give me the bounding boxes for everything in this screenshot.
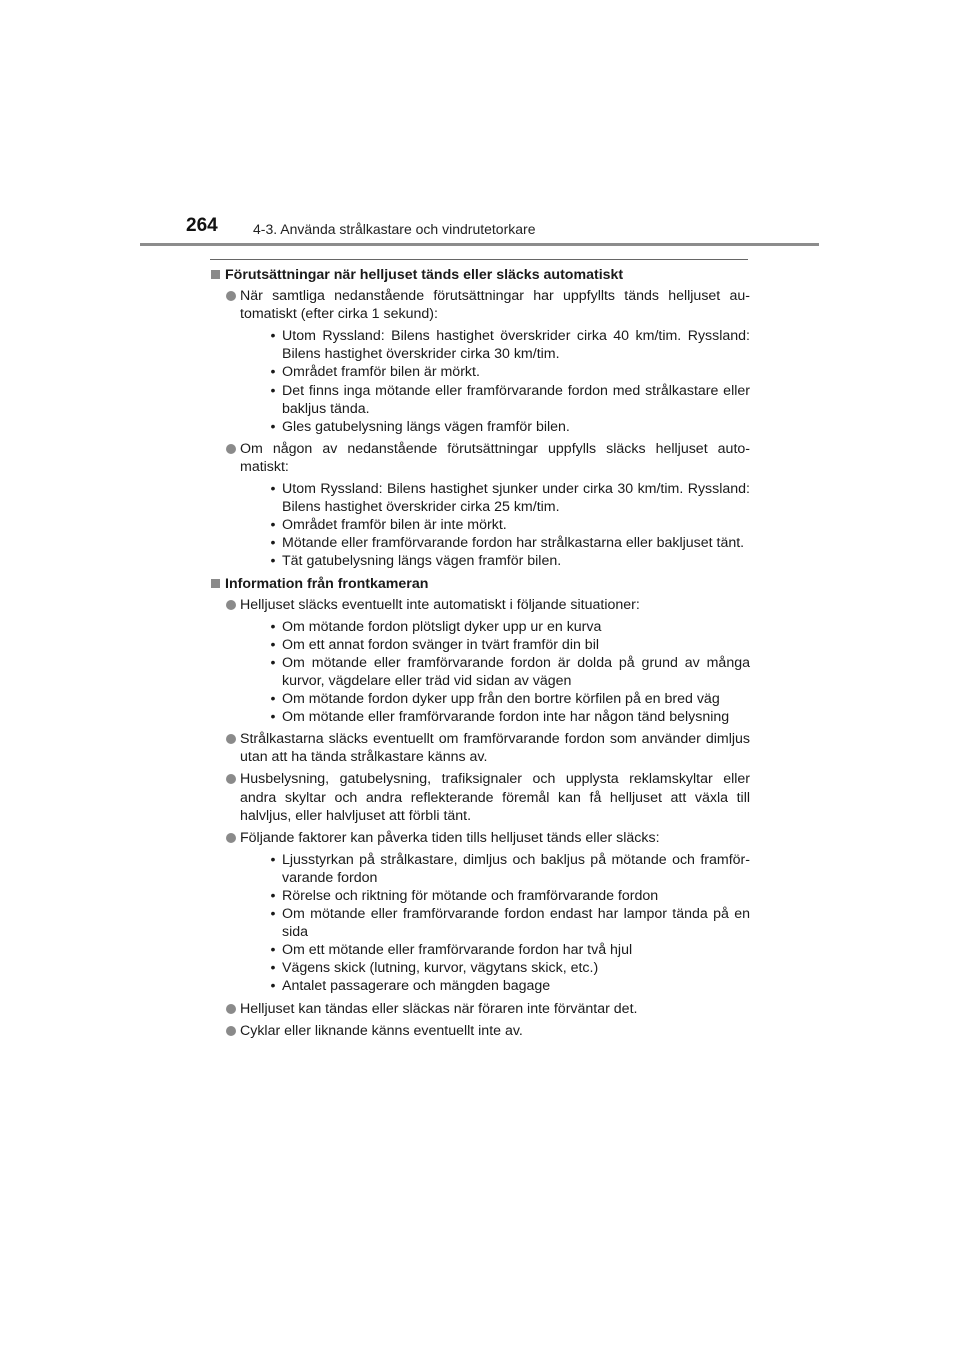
sub-item-text: Rörelse och riktning för mötande och framförvarande fordon xyxy=(282,888,659,904)
dot-bullet-icon xyxy=(268,516,278,534)
circle-bullet-icon xyxy=(226,774,236,784)
sub-item-text: Om mötande eller framförvarande fordon är dolda på grund av många kurvor, vägdelare eller träd vid sidan av vägen xyxy=(282,654,750,689)
sub-item-text: Området framför bilen är inte mörkt. xyxy=(282,517,507,534)
dot-bullet-icon xyxy=(268,327,278,345)
sub-list xyxy=(240,327,750,436)
bullet-text: Helljuset kan tändas eller släckas när föraren inte förväntar det. xyxy=(240,1000,638,1017)
dot-bullet-icon xyxy=(268,690,278,708)
sub-item xyxy=(240,618,750,636)
bullet-text: Husbelysning, gatubelysning, trafiksignaler och upplysta reklamskyltar eller andra skyltar och andra reflekterande föremål kan få helljuset att växla till halvljus, eller halvljuset att förbli tänt. xyxy=(240,771,750,824)
sub-item xyxy=(240,363,750,381)
section-heading-text: Information från frontkameran xyxy=(225,575,429,592)
sub-item xyxy=(240,959,750,977)
sub-item-text: Mötande eller framförvarande fordon har strålkastarna eller bakljuset tänt. xyxy=(282,535,745,552)
section-rule xyxy=(210,259,748,260)
dot-bullet-icon xyxy=(268,959,278,977)
sub-item xyxy=(240,941,750,959)
dot-bullet-icon xyxy=(268,552,278,570)
bullet-text: Följande faktorer kan påverka tiden tills helljuset tänds eller släcks: xyxy=(240,829,660,846)
circle-bullet-icon xyxy=(226,1004,236,1014)
dot-bullet-icon xyxy=(268,480,278,498)
bullet-text: Cyklar eller liknande känns eventuellt inte av. xyxy=(240,1022,523,1039)
sub-item-text: Om ett annat fordon svänger in tvärt framför din bil xyxy=(282,636,600,653)
dot-bullet-icon xyxy=(268,887,278,905)
page-number: 264 xyxy=(186,215,218,236)
sub-item-text: Utom Ryssland: Bilens hastighet överskrider cirka 40 km/tim. Ryssland: Bilens hastighet överskrider cirka 30 km/tim. xyxy=(282,328,750,363)
section-heading-text: Förutsättningar när helljuset tänds eller släcks automatiskt xyxy=(225,267,624,283)
sub-item xyxy=(240,534,750,552)
sub-item xyxy=(240,708,750,726)
sub-list xyxy=(240,480,750,570)
circle-bullet-icon xyxy=(226,600,236,610)
sub-item xyxy=(240,636,750,654)
sub-item-text: Vägens skick (lutning, kurvor, vägytans skick, etc.) xyxy=(282,960,599,977)
sub-item xyxy=(240,690,750,708)
circle-bullet-icon xyxy=(226,1026,236,1036)
sub-item xyxy=(240,480,750,516)
section-heading xyxy=(210,575,750,593)
sub-item-text: Utom Ryssland: Bilens hastighet sjunker under cirka 30 km/tim. Ryssland: Bilens hastighet överskrider cirka 25 km/tim. xyxy=(282,481,750,516)
bullet-text: Om någon av nedanstående förutsättningar uppfylls släcks helljuset auto-matiskt: xyxy=(240,440,750,475)
dot-bullet-icon xyxy=(268,363,278,381)
bullet-item xyxy=(212,287,750,436)
sub-item xyxy=(240,382,750,418)
sub-item xyxy=(240,516,750,534)
sub-item xyxy=(240,654,750,690)
sub-list xyxy=(240,851,750,996)
bullet-item xyxy=(212,596,750,727)
bullet-item xyxy=(212,1000,750,1018)
dot-bullet-icon xyxy=(268,941,278,959)
dot-bullet-icon xyxy=(268,418,278,436)
page-content xyxy=(210,266,750,1040)
bullet-item xyxy=(212,730,750,766)
circle-bullet-icon xyxy=(226,444,236,454)
sub-item-text: Om mötande fordon plötsligt dyker upp ur en kurva xyxy=(282,618,602,635)
dot-bullet-icon xyxy=(268,382,278,400)
bullet-item xyxy=(212,1022,750,1040)
sub-item xyxy=(240,887,750,905)
sub-item-text: Tät gatubelysning längs vägen framför bilen. xyxy=(282,553,562,570)
circle-bullet-icon xyxy=(226,833,236,843)
sub-item xyxy=(240,851,750,887)
sub-item-text: Om ett mötande eller framförvarande fordon har två hjul xyxy=(282,942,633,959)
header-rule xyxy=(140,243,819,246)
sub-item xyxy=(240,418,750,436)
square-bullet-icon xyxy=(211,270,220,279)
bullet-item xyxy=(212,829,750,996)
sub-item-text: Ljusstyrkan på strålkastare, dimljus och bakljus på mötande och framför-varande fordon xyxy=(282,851,750,886)
sub-item xyxy=(240,327,750,363)
dot-bullet-icon xyxy=(268,618,278,636)
dot-bullet-icon xyxy=(268,534,278,552)
sub-item-text: Om mötande fordon dyker upp från den bortre körfilen på en bred väg xyxy=(282,691,720,708)
bullet-item xyxy=(212,770,750,824)
dot-bullet-icon xyxy=(268,851,278,869)
bullet-item xyxy=(212,440,750,571)
bullet-text: Strålkastarna släcks eventuellt om framförvarande fordon som använder dimljus utan att ha tända strålkastare känns av. xyxy=(240,731,750,766)
sub-item xyxy=(240,905,750,941)
dot-bullet-icon xyxy=(268,654,278,672)
bullet-text: När samtliga nedanstående förutsättningar har uppfyllts tänds helljuset au-tomatiskt (efter cirka 1 sekund): xyxy=(240,288,750,323)
dot-bullet-icon xyxy=(268,708,278,726)
section-heading xyxy=(210,266,750,284)
sub-item-text: Om mötande eller framförvarande fordon endast har lampor tända på en sida xyxy=(282,906,750,941)
dot-bullet-icon xyxy=(268,977,278,995)
square-bullet-icon xyxy=(211,579,220,588)
sub-item-text: Området framför bilen är mörkt. xyxy=(282,364,480,381)
sub-item-text: Gles gatubelysning längs vägen framför bilen. xyxy=(282,418,570,435)
dot-bullet-icon xyxy=(268,905,278,923)
chapter-title: 4-3. Använda strålkastare och vindrutetorkare xyxy=(253,221,536,237)
sub-item-text: Antalet passagerare och mängden bagage xyxy=(282,978,551,995)
circle-bullet-icon xyxy=(226,291,236,301)
bullet-text: Helljuset släcks eventuellt inte automatiskt i följande situationer: xyxy=(240,596,640,613)
sub-item xyxy=(240,552,750,570)
circle-bullet-icon xyxy=(226,734,236,744)
sub-item-text: Om mötande eller framförvarande fordon inte har någon tänd belysning xyxy=(282,709,730,726)
sub-item-text: Det finns inga mötande eller framförvarande fordon med strålkastare eller bakljus tända. xyxy=(282,382,750,417)
sub-list xyxy=(240,618,750,727)
sub-item xyxy=(240,977,750,995)
dot-bullet-icon xyxy=(268,636,278,654)
